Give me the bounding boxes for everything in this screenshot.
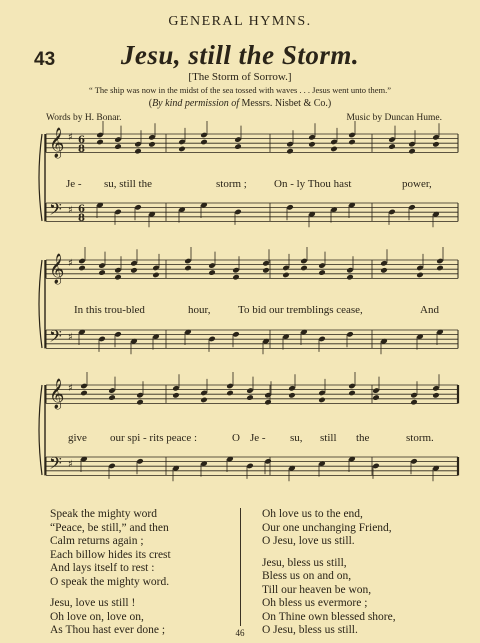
- verse-line: Oh love on, love on,: [50, 610, 144, 623]
- svg-text:6: 6: [78, 204, 85, 215]
- lyric-syllable: su, still the: [104, 178, 152, 190]
- lyric-syllable: give: [68, 432, 87, 444]
- svg-text:♯: ♯: [68, 383, 73, 394]
- verse-line: O Jesu, bless us still.: [262, 624, 358, 636]
- lyric-syllable: storm.: [406, 432, 434, 444]
- verse-line: Speak the mighty word: [50, 508, 157, 520]
- lyric-syllable: hour,: [188, 304, 211, 316]
- permission-note: (By kind permission of Messrs. Nisbet & Co.): [148, 98, 332, 109]
- verse-line: And lays itself to rest :: [50, 562, 155, 574]
- verse-left-column: [50, 508, 171, 638]
- svg-text:𝄞: 𝄞: [49, 128, 65, 158]
- column-divider: [240, 508, 241, 626]
- lyric-syllable: still: [320, 432, 337, 444]
- lyric-syllable: O: [232, 432, 240, 444]
- lyric-syllable: the: [356, 432, 370, 444]
- lyric-syllable: storm ;: [216, 178, 247, 190]
- lyric-syllable: Je -: [250, 432, 266, 444]
- verse-line: Oh love us to the end,: [262, 508, 363, 520]
- lyric-syllable: And: [420, 304, 439, 316]
- svg-text:𝄢: 𝄢: [49, 199, 62, 223]
- lyric-syllable: Je -: [66, 178, 82, 190]
- svg-text:𝄢: 𝄢: [49, 453, 62, 477]
- svg-text:𝄞: 𝄞: [49, 254, 65, 284]
- page-number: 46: [235, 628, 245, 638]
- lyric-syllable: power,: [402, 178, 432, 190]
- svg-text:♯: ♯: [68, 459, 73, 470]
- hymn-title: Jesu, still the Storm.: [120, 40, 360, 70]
- section-heading: GENERAL HYMNS.: [168, 14, 312, 29]
- svg-text:6: 6: [78, 135, 85, 146]
- verse-line: As Thou hast ever done ;: [50, 624, 166, 636]
- lyric-syllable: On - ly Thou hast: [274, 178, 352, 190]
- verse-line: Each billow hides its crest: [50, 548, 171, 561]
- svg-text:♯: ♯: [68, 332, 73, 343]
- verse-line: Bless us on and on,: [262, 570, 352, 582]
- verse-line: Oh bless us evermore ;: [262, 597, 368, 609]
- svg-text:𝄞: 𝄞: [49, 379, 65, 409]
- verse-line: Our one unchanging Friend,: [262, 521, 392, 534]
- verse-line: Jesu, bless us still,: [262, 556, 347, 569]
- svg-text:♯: ♯: [68, 258, 73, 269]
- scripture-epigraph: “ The ship was now in the midst of the sea tossed with waves . . . Jesus went unto them.”: [88, 85, 392, 95]
- verse-line: O Jesu, love us still.: [262, 535, 355, 547]
- svg-text:♯: ♯: [68, 205, 73, 216]
- verse-line: “Peace, be still,” and then: [50, 521, 169, 534]
- lyric-syllable: To bid our tremblings cease,: [238, 304, 363, 316]
- hymn-number: 43: [34, 49, 56, 70]
- verse-right-column: [262, 508, 396, 638]
- lyric-syllable: su,: [290, 432, 303, 444]
- svg-text:♯: ♯: [68, 132, 73, 143]
- svg-text:8: 8: [78, 144, 85, 155]
- lyric-syllable: our spi - rits peace :: [110, 432, 198, 444]
- svg-text:8: 8: [78, 213, 85, 224]
- words-credit: Words by H. Bonar.: [46, 113, 122, 123]
- verse-line: O speak the mighty word.: [50, 575, 170, 588]
- verse-line: On Thine own blessed shore,: [262, 610, 396, 623]
- verse-line: Till our heaven be won,: [262, 583, 372, 596]
- music-credit: Music by Duncan Hume.: [346, 113, 442, 123]
- svg-text:𝄢: 𝄢: [49, 326, 62, 350]
- verse-line: Jesu, love us still !: [50, 597, 136, 609]
- lyric-syllable: In this trou-bled: [74, 304, 145, 316]
- hymn-subtitle: [The Storm of Sorrow.]: [188, 71, 292, 83]
- verse-line: Calm returns again ;: [50, 535, 144, 547]
